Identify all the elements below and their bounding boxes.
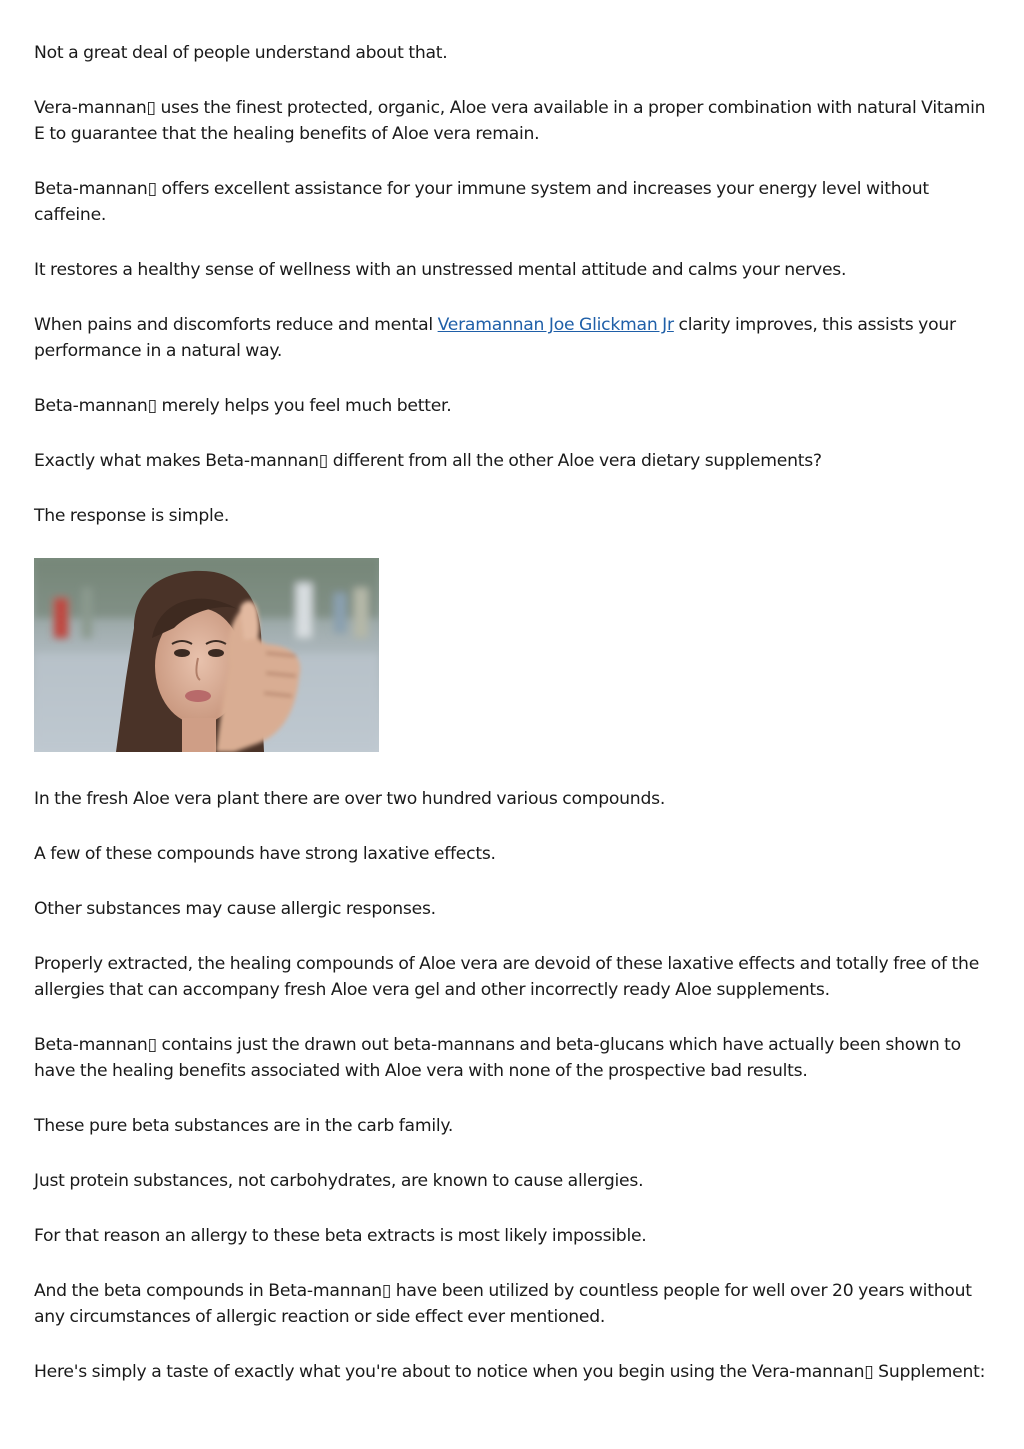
woman-thumbs-up-photo bbox=[34, 558, 379, 752]
paragraph: The response is simple. bbox=[34, 506, 230, 526]
paragraph: Exactly what makes Beta-mannan▯ different from all the other Aloe vera dietary supplements? bbox=[34, 451, 822, 471]
paragraph: Beta-mannan▯ merely helps you feel much better. bbox=[34, 396, 452, 416]
paragraph: These pure beta substances are in the carb family. bbox=[34, 1116, 454, 1136]
paragraph: For that reason an allergy to these beta extracts is most likely impossible. bbox=[34, 1226, 647, 1246]
paragraph: Other substances may cause allergic responses. bbox=[34, 899, 436, 919]
paragraph-text: When pains and discomforts reduce and mental bbox=[34, 315, 438, 335]
paragraph: A few of these compounds have strong laxative effects. bbox=[34, 844, 496, 864]
paragraph: Just protein substances, not carbohydrates, are known to cause allergies. bbox=[34, 1171, 644, 1191]
paragraph: Beta-mannan▯ offers excellent assistance for your immune system and increases your energy level without caffeine. bbox=[34, 179, 929, 225]
paragraph: And the beta compounds in Beta-mannan▯ have been utilized by countless people for well over 20 years without any circumstances of allergic reaction or side effect ever mentioned. bbox=[34, 1281, 972, 1327]
paragraph: Not a great deal of people understand about that. bbox=[34, 43, 448, 63]
paragraph-with-link bbox=[34, 312, 994, 364]
paragraph: Here's simply a taste of exactly what you're about to notice when you begin using the Vera-mannan▯ Supplement: bbox=[34, 1362, 986, 1382]
paragraph: In the fresh Aloe vera plant there are over two hundred various compounds. bbox=[34, 789, 666, 809]
paragraph: Vera-mannan▯ uses the finest protected, organic, Aloe vera available in a proper combination with natural Vitamin E to guarantee that the healing benefits of Aloe vera remain. bbox=[34, 98, 986, 144]
paragraph-text: clarity improves, this assists your performance in a natural way. bbox=[34, 315, 956, 361]
veramannan-link[interactable]: Veramannan Joe Glickman Jr bbox=[437, 315, 674, 335]
paragraph: Properly extracted, the healing compounds of Aloe vera are devoid of these laxative effects and totally free of the allergies that can accompany fresh Aloe vera gel and other incorrectly ready Aloe supplements. bbox=[34, 954, 980, 1000]
paragraph: Beta-mannan▯ contains just the drawn out beta-mannans and beta-glucans which have actually been shown to have the healing benefits associated with Aloe vera with none of the prospective bad results. bbox=[34, 1035, 961, 1081]
photo-woman-thumbs-up-icon bbox=[34, 558, 379, 752]
paragraph: It restores a healthy sense of wellness with an unstressed mental attitude and calms your nerves. bbox=[34, 260, 847, 280]
document-body bbox=[34, 40, 994, 1414]
